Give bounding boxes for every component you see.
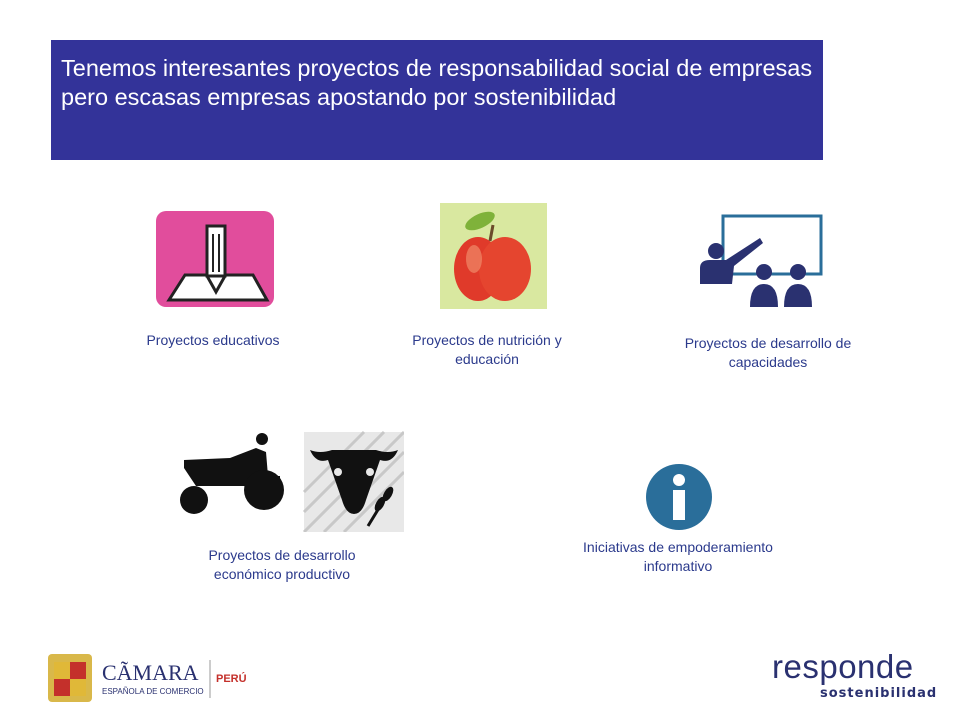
title-banner — [51, 40, 823, 160]
pencil-paper-icon — [155, 210, 275, 308]
caption-nutricion: Proyectos de nutrición y educación — [412, 332, 562, 367]
responde-sub: sostenibilidad — [820, 686, 938, 701]
teacher-presentation-icon — [696, 210, 826, 312]
caption-informativo: Iniciativas de empoderamiento informativo — [583, 539, 773, 574]
caption-capacidades: Proyectos de desarrollo de capacidades — [684, 335, 852, 370]
info-icon — [645, 463, 713, 531]
camara-sub: ESPAÑOLA DE COMERCIO — [102, 687, 204, 696]
page-title: Tenemos interesantes proyectos de responsabilidad social de empresas pero escasas empresas apostando por sostenibilidad — [61, 55, 813, 110]
responde-brand: responde — [772, 648, 914, 685]
apple-icon — [440, 203, 547, 309]
caption-educativos: Proyectos educativos — [146, 332, 280, 348]
camara-word: CÃMARA — [102, 660, 199, 685]
camara-logo — [44, 648, 254, 708]
caption-economico: Proyectos de desarrollo económico productivo — [208, 547, 356, 582]
tractor-cow-icon — [176, 430, 404, 532]
camara-country: PERÚ — [216, 673, 247, 685]
